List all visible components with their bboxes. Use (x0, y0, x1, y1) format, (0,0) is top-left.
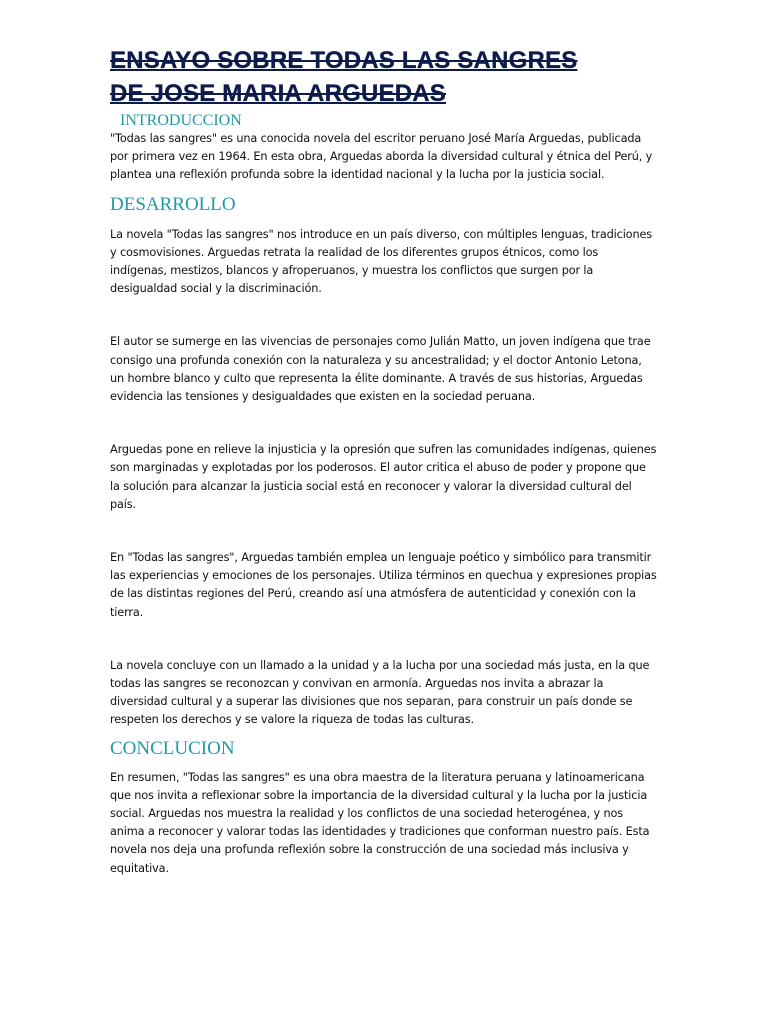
introduction-paragraph: "Todas las sangres" es una conocida novela del escritor peruano José María Arguedas, publicada por primera vez en 1964. En esta obra, Arguedas aborda la diversidad cultural y étnica del Perú, y plantea una reflexión profunda sobre la identidad nacional y la lucha por la justicia social. (110, 132, 653, 182)
document-title-line-1: ENSAYO SOBRE TODAS LAS SANGRES (110, 47, 578, 74)
introduction-heading: INTRODUCCION (120, 112, 242, 129)
conclusion-heading: CONCLUCION (110, 737, 235, 759)
document-title (110, 44, 658, 110)
development-paragraph-1: La novela "Todas las sangres" nos introduce en un país diverso, con múltiples lenguas, tradiciones y cosmovisiones. Arguedas retrata la realidad de los diferentes grupos étnicos, como los indígenas, mestizos, blancos y afroperuanos, y muestra los conflictos que surgen por la desigualdad social y la discriminación. (110, 227, 652, 296)
conclusion-paragraph: En resumen, "Todas las sangres" es una obra maestra de la literatura peruana y latinoamericana que nos invita a reflexionar sobre la importancia de la diversidad cultural y la lucha por la justicia social. Arguedas nos muestra la realidad y los conflictos de una sociedad heterogénea, y nos anima a reconocer y valorar todas las identidades y tradiciones que conforman nuestro país. Esta novela nos deja una profunda reflexión sobre la construcción de una sociedad más inclusiva y equitativa. (110, 770, 650, 875)
development-heading: DESARROLLO (110, 193, 236, 215)
development-paragraph-4: En "Todas las sangres", Arguedas también emplea un lenguaje poético y simbólico para transmitir las experiencias y emociones de los personajes. Utiliza términos en quechua y expresiones propias de las distintas regiones del Perú, creando así una atmósfera de autenticidad y conexión con la tierra. (110, 551, 657, 619)
development-paragraph-2: El autor se sumerge en las vivencias de personajes como Julián Matto, un joven indígena que trae consigo una profunda conexión con la naturaleza y su ancestralidad; y el doctor Antonio Letona, un hombre blanco y culto que representa la élite dominante. A través de sus historias, Arguedas evidencia las tensiones y desigualdades que existen en la sociedad peruana. (110, 335, 651, 404)
development-paragraph-5: La novela concluye con un llamado a la unidad y a la lucha por una sociedad más justa, en la que todas las sangres se reconozcan y convivan en armonía. Arguedas nos invita a abrazar la diversidad cultural y a superar las divisiones que nos separan, para construir un país donde se respeten los derechos y se valore la riqueza de todas las culturas. (110, 658, 650, 727)
document-title-line-2: DE JOSE MARIA ARGUEDAS (110, 80, 446, 107)
document-page (110, 44, 658, 878)
development-paragraph-3: Arguedas pone en relieve la injusticia y la opresión que sufren las comunidades indígenas, quienes son marginadas y explotadas por los poderosos. El autor critica el abuso de poder y propone que la solución para alcanzar la justicia social está en reconocer y valorar la diversidad cultural del país. (110, 443, 657, 511)
